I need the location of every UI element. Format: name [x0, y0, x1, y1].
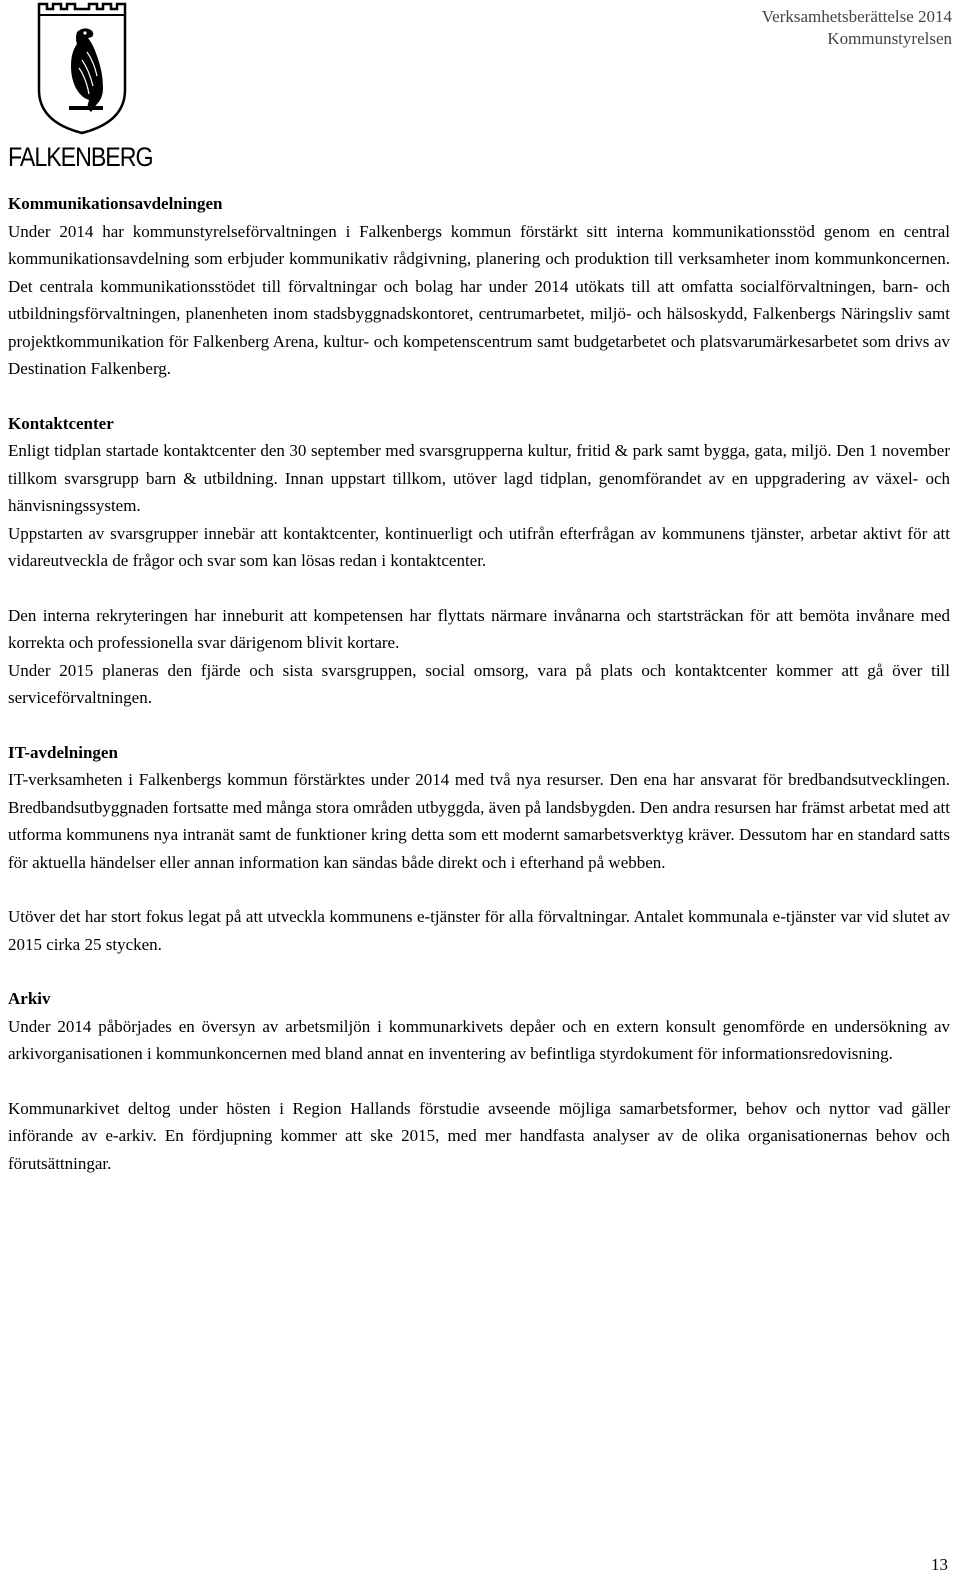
falkenberg-logo	[8, 0, 158, 175]
paragraph: Kommunarkivet deltog under hösten i Region Hallands förstudie avseende möjliga samarbetsformer, behov och nyttor vad gäller införande av e-arkiv. En fördjupning kommer att ske 2015, med mer handfasta analyser av de olika organisationernas behov och förutsättningar.	[8, 1098, 950, 1173]
spacer	[8, 1068, 950, 1095]
paragraph: Under 2015 planeras den fjärde och sista svarsgruppen, social omsorg, vara på plats och kontaktcenter kommer att gå över till serviceförvaltningen.	[8, 660, 950, 707]
paragraph: IT-verksamheten i Falkenbergs kommun förstärktes under 2014 med två nya resurser. Den ena har ansvarat för bredbandsutvecklingen. Bredbandsutbyggnaden fortsatte med många stora områden utbyggda, även på landsbygden. Den andra resursen har främst arbetat med att utforma kommunens nya intranät samt de funktioner kring detta som ett modernt samarbetsverktyg kräver. Dessutom har en standard satts för aktuella händelser eller annan information kan sändas både direkt och i efterhand på webben.	[8, 770, 950, 872]
spacer	[8, 876, 950, 903]
paragraph: Utöver det har stort fokus legat på att utveckla kommunens e-tjänster för alla förvaltningar. Antalet kommunala e-tjänster var vid slutet av 2015 cirka 25 stycken.	[8, 907, 950, 954]
page-number: 13	[931, 1555, 948, 1574]
spacer	[8, 575, 950, 602]
section-heading-kontaktcenter: Kontaktcenter	[8, 413, 114, 433]
section-heading-kommunikation: Kommunikationsavdelningen	[8, 194, 223, 213]
coat-of-arms-icon	[37, 0, 127, 135]
document-body	[8, 190, 950, 1177]
document-title: Verksamhetsberättelse 2014	[761, 7, 952, 26]
logo-wordmark: FALKENBERG	[8, 142, 153, 172]
paragraph: Den interna rekryteringen har inneburit att kompetensen har flyttats närmare invånarna och startsträckan för att bemöta invånare med korrekta och professionella svar därigenom blivit kortare.	[8, 605, 950, 652]
spacer	[8, 712, 950, 739]
section-heading-arkiv: Arkiv	[8, 989, 51, 1008]
document-header	[762, 6, 952, 50]
paragraph: Under 2014 påbörjades en översyn av arbetsmiljön i kommunarkivets depåer och en extern konsult genomförde en undersökning av arkivorganisationen i kommunkoncernen med bland annat en inventering av befintliga styrdokument för informationsredovisning.	[8, 1016, 950, 1063]
spacer	[8, 383, 950, 410]
paragraph: Enligt tidplan startade kontaktcenter den 30 september med svarsgrupperna kultur, fritid & park samt bygga, gata, miljö. Den 1 november tillkom svarsgrupp barn & utbildning. Innan uppstart tillkom, utöver lagd tidplan, genomförandet av en uppgradering av växel- och hänvisningssystem.	[8, 441, 950, 515]
spacer	[8, 958, 950, 985]
document-subtitle: Kommunstyrelsen	[827, 29, 952, 48]
section-heading-it: IT-avdelningen	[8, 742, 118, 762]
paragraph: Uppstarten av svarsgrupper innebär att kontaktcenter, kontinuerligt och utifrån efterfrågan av kommunens tjänster, arbetar aktivt för att vidareutveckla de frågor och svar som kan lösas redan i kontaktcenter.	[8, 523, 950, 570]
paragraph: Under 2014 har kommunstyrelseförvaltningen i Falkenbergs kommun förstärkt sitt interna kommunikationsstöd genom en central kommunikationsavdelning som erbjuder kommunikativ rådgivning, planering och produktion till verksamheter inom kommunkoncernen. Det centrala kommunikationsstödet till förvaltningar och bolag har under 2014 utökats till att omfatta socialförvaltningen, barn- och utbildningsförvaltningen, planenheten inom stadsbyggnadskontoret, centrumarbetet, miljö- och hälsoskydd, Falkenbergs Näringsliv samt projektkommunikation för Falkenberg Arena, kultur- och kompetenscentrum samt budgetarbetet och platsvarumärkesarbetet som drivs av Destination Falkenberg.	[8, 221, 950, 378]
